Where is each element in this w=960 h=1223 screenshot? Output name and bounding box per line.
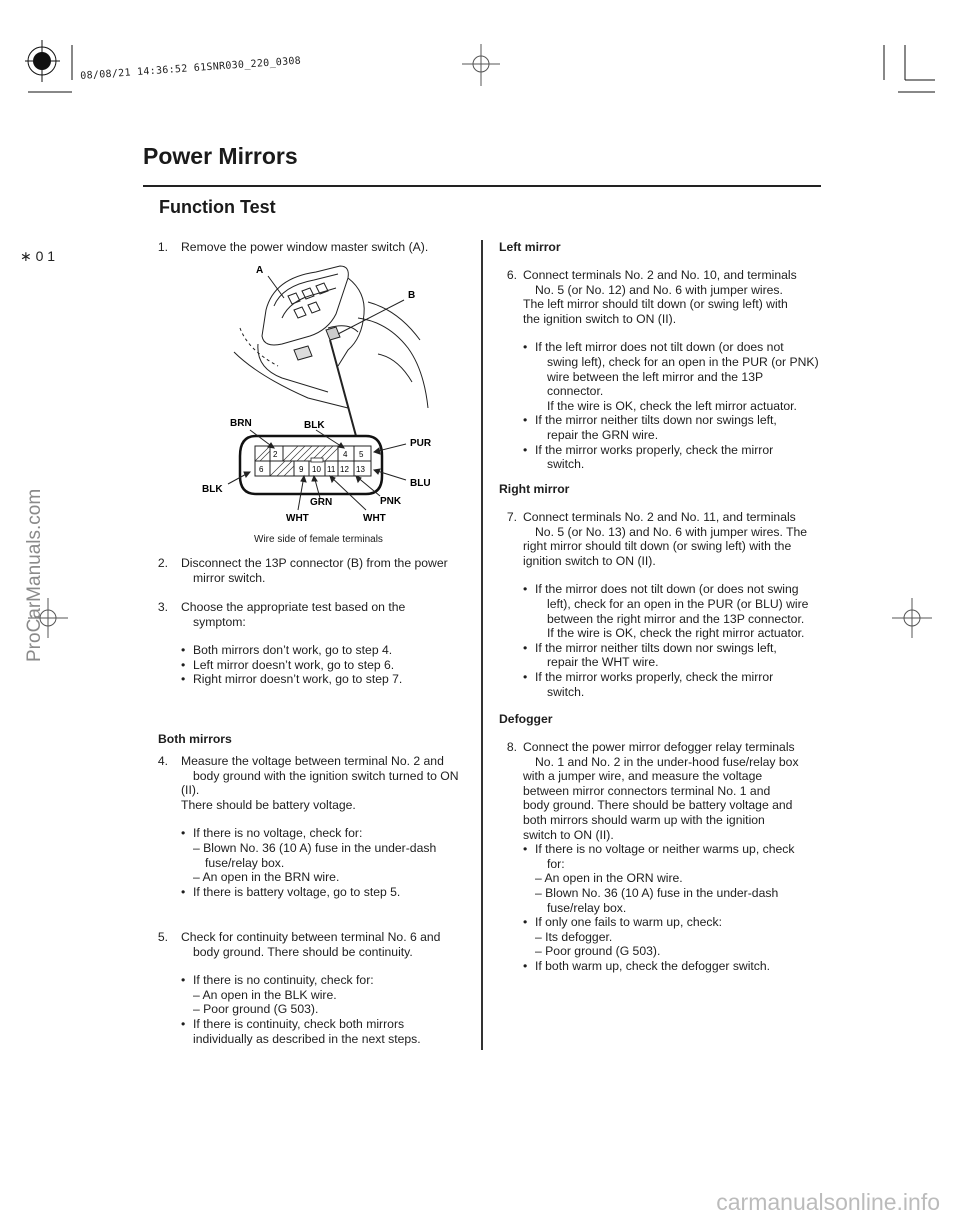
dash-item: – Poor ground (G 503). (193, 1002, 319, 1017)
bullet-item: • Right mirror doesn’t work, go to step 7. (181, 672, 405, 687)
terminal-12: 12 (340, 465, 349, 474)
step-text: right mirror should tilt down (or swing left) with the (523, 539, 792, 554)
step-text: the ignition switch to ON (II). (523, 311, 677, 326)
wire-label-brn: BRN (230, 418, 252, 429)
master-switch-illustration (234, 266, 428, 408)
terminal-5: 5 (359, 450, 364, 459)
step-2 (150, 556, 475, 600)
step-text: There should be battery voltage. (181, 797, 356, 812)
bullet-item: left), check for an open in the PUR (or BLU) wire (547, 596, 809, 611)
terminal-10: 10 (312, 465, 321, 474)
dash-item: – An open in the ORN wire. (535, 871, 683, 886)
dash-item: – Poor ground (G 503). (535, 944, 661, 959)
wire-label-blk-left: BLK (202, 484, 223, 495)
dash-item: – Blown No. 36 (10 A) fuse in the under-dash (535, 885, 779, 900)
wire-label-blk-top: BLK (304, 420, 325, 431)
step-number: 2. (157, 556, 168, 570)
dash-item: – Blown No. 36 (10 A) fuse in the under-dash (193, 840, 437, 855)
bullet-item: • If the mirror works properly, check the mirror (523, 670, 808, 685)
terminal-9: 9 (299, 465, 304, 474)
terminal-6: 6 (259, 465, 264, 474)
dash-item: – An open in the BRN wire. (193, 870, 340, 885)
wire-label-wht-left: WHT (286, 513, 309, 524)
step-text: The left mirror should tilt down (or swing left) with (523, 297, 788, 312)
section-title: Function Test (159, 197, 276, 217)
step-4 (150, 754, 475, 930)
step-text: Choose the appropriate test based on the (181, 600, 406, 614)
step-text: between mirror connectors terminal No. 1 and (523, 783, 771, 798)
step-text: body ground. There should be continuity. (193, 944, 413, 959)
bullet-item: If the wire is OK, check the left mirror actuator. (547, 398, 797, 413)
step-number: 3. (157, 600, 168, 614)
bullet-item: swing left), check for an open in the PUR (or PNK) (547, 354, 819, 369)
step-number: 4. (157, 754, 168, 768)
dash-item: – Its defogger. (535, 929, 613, 944)
dash-item: – An open in the BLK wire. (193, 987, 337, 1002)
title-rule (143, 185, 821, 187)
step-number: 1. (157, 240, 168, 254)
step-text: No. 5 (or No. 12) and No. 6 with jumper wires. (535, 282, 783, 297)
bullet-item: individually as described in the next steps. (193, 1031, 421, 1046)
step-text: Connect terminals No. 2 and No. 10, and terminals (523, 268, 797, 282)
crosshair-icon (462, 44, 500, 86)
footer-watermark: carmanualsonline.info (716, 1189, 940, 1215)
step-number: 7. (506, 510, 517, 524)
dash-item: fuse/relay box. (547, 900, 627, 915)
step-text: body ground with the ignition switch turned to ON (193, 768, 459, 783)
step-text: Connect terminals No. 2 and No. 11, and terminals (523, 510, 796, 524)
step-text: switch to ON (II). (523, 827, 614, 842)
page-title: Power Mirrors (143, 143, 298, 169)
callout-a: A (256, 265, 264, 276)
step-text: symptom: (193, 614, 246, 629)
callout-b: B (408, 290, 416, 301)
step-number: 5. (157, 930, 168, 944)
switch-connector-figure (198, 258, 448, 528)
step-text: Remove the power window master switch (A). (181, 240, 429, 254)
step-text: body ground. There should be battery voltage and (523, 798, 793, 813)
terminal-2: 2 (273, 450, 278, 459)
step-text: with a jumper wire, and measure the voltage (523, 769, 763, 784)
step-text: No. 1 and No. 2 in the under-hood fuse/relay box (535, 754, 799, 769)
step-6 (499, 268, 829, 482)
step-7 (499, 510, 829, 712)
bullet-item: repair the WHT wire. (547, 655, 659, 670)
terminal-4: 4 (343, 450, 348, 459)
wire-label-pnk: PNK (380, 496, 402, 507)
bullet-item: • If there is battery voltage, go to step 5. (181, 885, 459, 900)
bullet-item: wire between the left mirror and the 13P (547, 369, 764, 384)
crosshair-icon (892, 598, 932, 638)
side-mark: ∗ 0 1 (20, 248, 56, 264)
step-text: both mirrors should warm up with the ignition (523, 812, 765, 827)
column-divider (481, 240, 483, 1050)
bullet-item: • Left mirror doesn’t work, go to step 6. (181, 658, 405, 673)
left-column-steps (150, 556, 475, 1050)
bullet-item: between the right mirror and the 13P connector. (547, 611, 805, 626)
bullet-item: • If there is no voltage or neither warms up, check (523, 842, 799, 857)
step-text: (II). (181, 783, 200, 798)
bullet-item: for: (547, 856, 565, 871)
step-8 (499, 740, 829, 990)
figure-caption: Wire side of female terminals (254, 534, 383, 545)
terminal-11: 11 (327, 465, 336, 474)
bullet-item: repair the GRN wire. (547, 427, 659, 442)
bullet-item: • If the mirror neither tilts down nor swings left, (523, 641, 808, 656)
bullet-item: • If there is continuity, check both mirrors (181, 1017, 440, 1032)
crosshair-icon (25, 40, 60, 82)
wire-label-wht-right: WHT (363, 513, 386, 524)
step-5 (150, 930, 475, 1050)
right-column (499, 240, 829, 990)
step-3 (150, 600, 475, 732)
bullet-item: switch. (547, 457, 585, 472)
bullet-item: • If there is no voltage, check for: (181, 826, 459, 841)
bullet-item: connector. (547, 384, 604, 399)
step-text: Disconnect the 13P connector (B) from the power (181, 556, 448, 570)
heading-defogger: Defogger (499, 712, 553, 726)
step-text: ignition switch to ON (II). (523, 553, 656, 568)
dash-item: fuse/relay box. (205, 855, 285, 870)
bullet-item: • If both warm up, check the defogger switch. (523, 959, 799, 974)
step-text: mirror switch. (193, 570, 266, 585)
side-watermark: ProCarManuals.com (24, 488, 45, 662)
bullet-item: • If the left mirror does not tilt down (or does not (523, 340, 819, 355)
bullet-item: • Both mirrors don’t work, go to step 4. (181, 643, 405, 658)
bullet-item: • If there is no continuity, check for: (181, 973, 440, 988)
bullet-item: • If only one fails to warm up, check: (523, 915, 799, 930)
step-text: Measure the voltage between terminal No. 2 and (181, 754, 444, 768)
step-text: No. 5 (or No. 13) and No. 6 with jumper wires. The (535, 524, 808, 539)
step-text: Check for continuity between terminal No. 6 and (181, 930, 441, 944)
bullet-item: If the wire is OK, check the right mirror actuator. (547, 626, 805, 641)
heading-both-mirrors: Both mirrors (158, 732, 232, 746)
bullet-item: • If the mirror neither tilts down nor swings left, (523, 413, 819, 428)
wire-label-grn: GRN (310, 497, 333, 508)
print-stamp: 08/08/21 14:36:52 61SNR030_220_0308 (80, 55, 302, 82)
heading-right-mirror: Right mirror (499, 482, 570, 496)
bullet-item: • If the mirror works properly, check the mirror (523, 443, 819, 458)
bullet-item: switch. (547, 684, 585, 699)
heading-left-mirror: Left mirror (499, 240, 561, 254)
wire-label-blu: BLU (410, 478, 431, 489)
bullet-item: • If the mirror does not tilt down (or does not swing (523, 582, 808, 597)
connector-13p (240, 436, 382, 494)
wire-label-pur: PUR (410, 438, 432, 449)
step-number: 6. (506, 268, 517, 282)
terminal-13: 13 (356, 465, 365, 474)
step-text: Connect the power mirror defogger relay terminals (523, 740, 795, 754)
step-number: 8. (506, 740, 517, 754)
